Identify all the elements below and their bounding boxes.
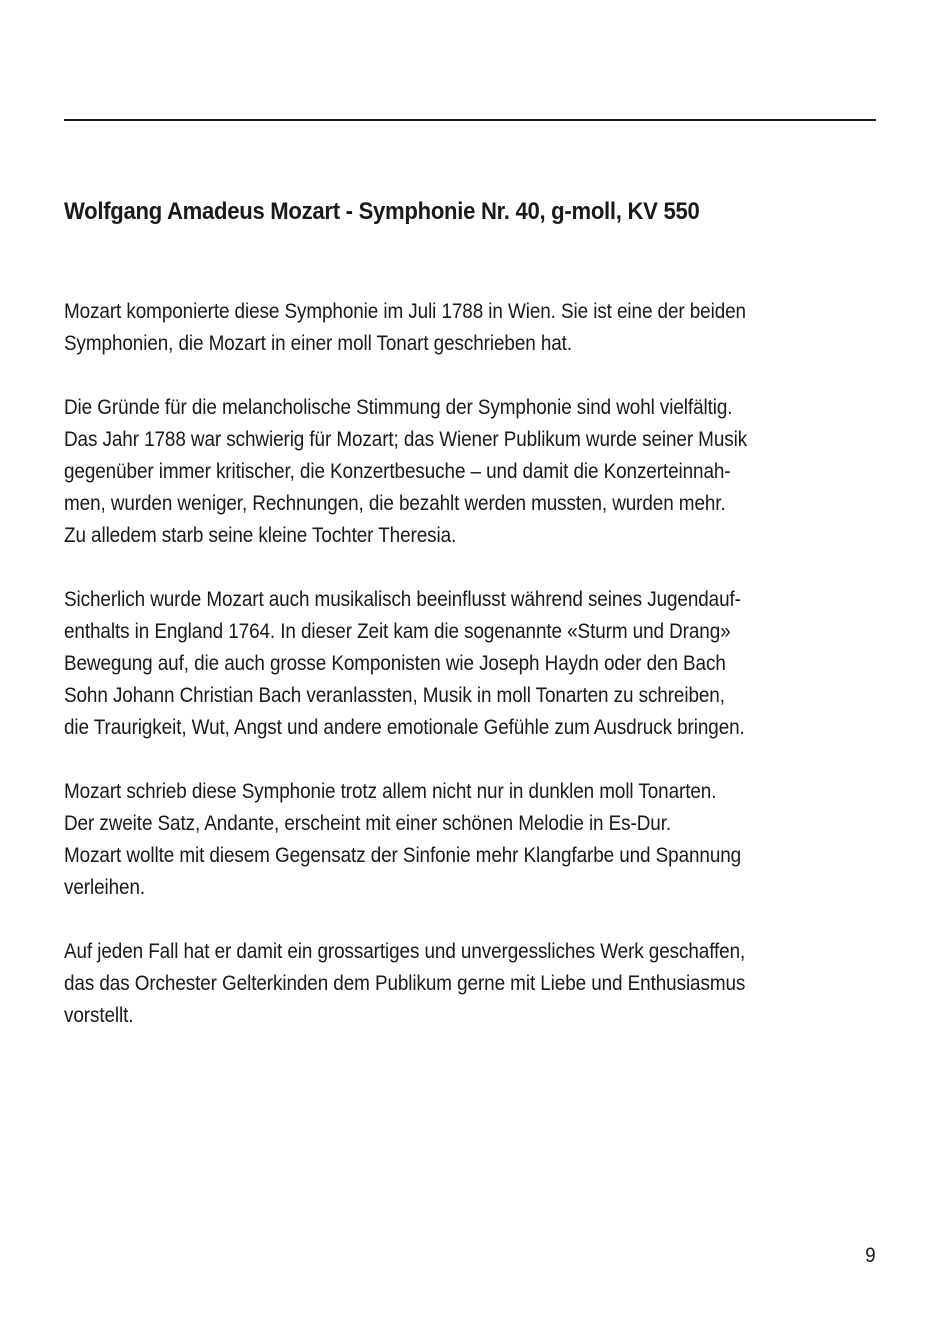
paragraph-3 bbox=[64, 584, 876, 744]
paragraph-line: Bewegung auf, die auch grosse Komponisten wie Joseph Haydn oder den Bach bbox=[64, 652, 726, 675]
paragraph-line: enthalts in England 1764. In dieser Zeit kam die sogenannte «Sturm und Drang» bbox=[64, 620, 731, 643]
header-rule bbox=[64, 119, 876, 121]
paragraph-line: Auf jeden Fall hat er damit ein grossartiges und unvergessliches Werk geschaffen, bbox=[64, 940, 746, 963]
paragraph-1 bbox=[64, 296, 876, 360]
paragraph-line: Mozart wollte mit diesem Gegensatz der Sinfonie mehr Klangfarbe und Spannung bbox=[64, 844, 742, 867]
paragraph-line: Symphonien, die Mozart in einer moll Tonart geschrieben hat. bbox=[64, 332, 572, 355]
paragraph-line: men, wurden weniger, Rechnungen, die bezahlt werden mussten, wurden mehr. bbox=[64, 492, 726, 515]
paragraph-2 bbox=[64, 392, 876, 552]
paragraph-line: Sohn Johann Christian Bach veranlassten, Musik in moll Tonarten zu schreiben, bbox=[64, 684, 725, 707]
paragraph-line: gegenüber immer kritischer, die Konzertbesuche – und damit die Konzerteinnah- bbox=[64, 460, 731, 483]
paragraph-line: vorstellt. bbox=[64, 1004, 134, 1027]
paragraph-line: das das Orchester Gelterkinden dem Publikum gerne mit Liebe und Enthusiasmus bbox=[64, 972, 746, 995]
paragraph-line: Zu alledem starb seine kleine Tochter Theresia. bbox=[64, 524, 457, 547]
paragraph-4 bbox=[64, 776, 876, 904]
paragraph-line: Das Jahr 1788 war schwierig für Mozart; das Wiener Publikum wurde seiner Musik bbox=[64, 428, 748, 451]
page-title: Wolfgang Amadeus Mozart - Symphonie Nr. 40, g-moll, KV 550 bbox=[64, 198, 700, 225]
paragraph-line: Sicherlich wurde Mozart auch musikalisch beeinflusst während seines Jugendauf- bbox=[64, 588, 741, 611]
paragraph-line: die Traurigkeit, Wut, Angst und andere emotionale Gefühle zum Ausdruck bringen. bbox=[64, 716, 745, 739]
paragraph-line: Mozart komponierte diese Symphonie im Juli 1788 in Wien. Sie ist eine der beiden bbox=[64, 300, 746, 323]
paragraph-line: verleihen. bbox=[64, 876, 146, 899]
page-number: 9 bbox=[865, 1244, 876, 1267]
paragraph-line: Der zweite Satz, Andante, erscheint mit einer schönen Melodie in Es-Dur. bbox=[64, 812, 672, 835]
body-text bbox=[64, 296, 876, 1064]
paragraph-line: Die Gründe für die melancholische Stimmung der Symphonie sind wohl vielfältig. bbox=[64, 396, 733, 419]
paragraph-5 bbox=[64, 936, 876, 1032]
paragraph-line: Mozart schrieb diese Symphonie trotz allem nicht nur in dunklen moll Tonarten. bbox=[64, 780, 717, 803]
